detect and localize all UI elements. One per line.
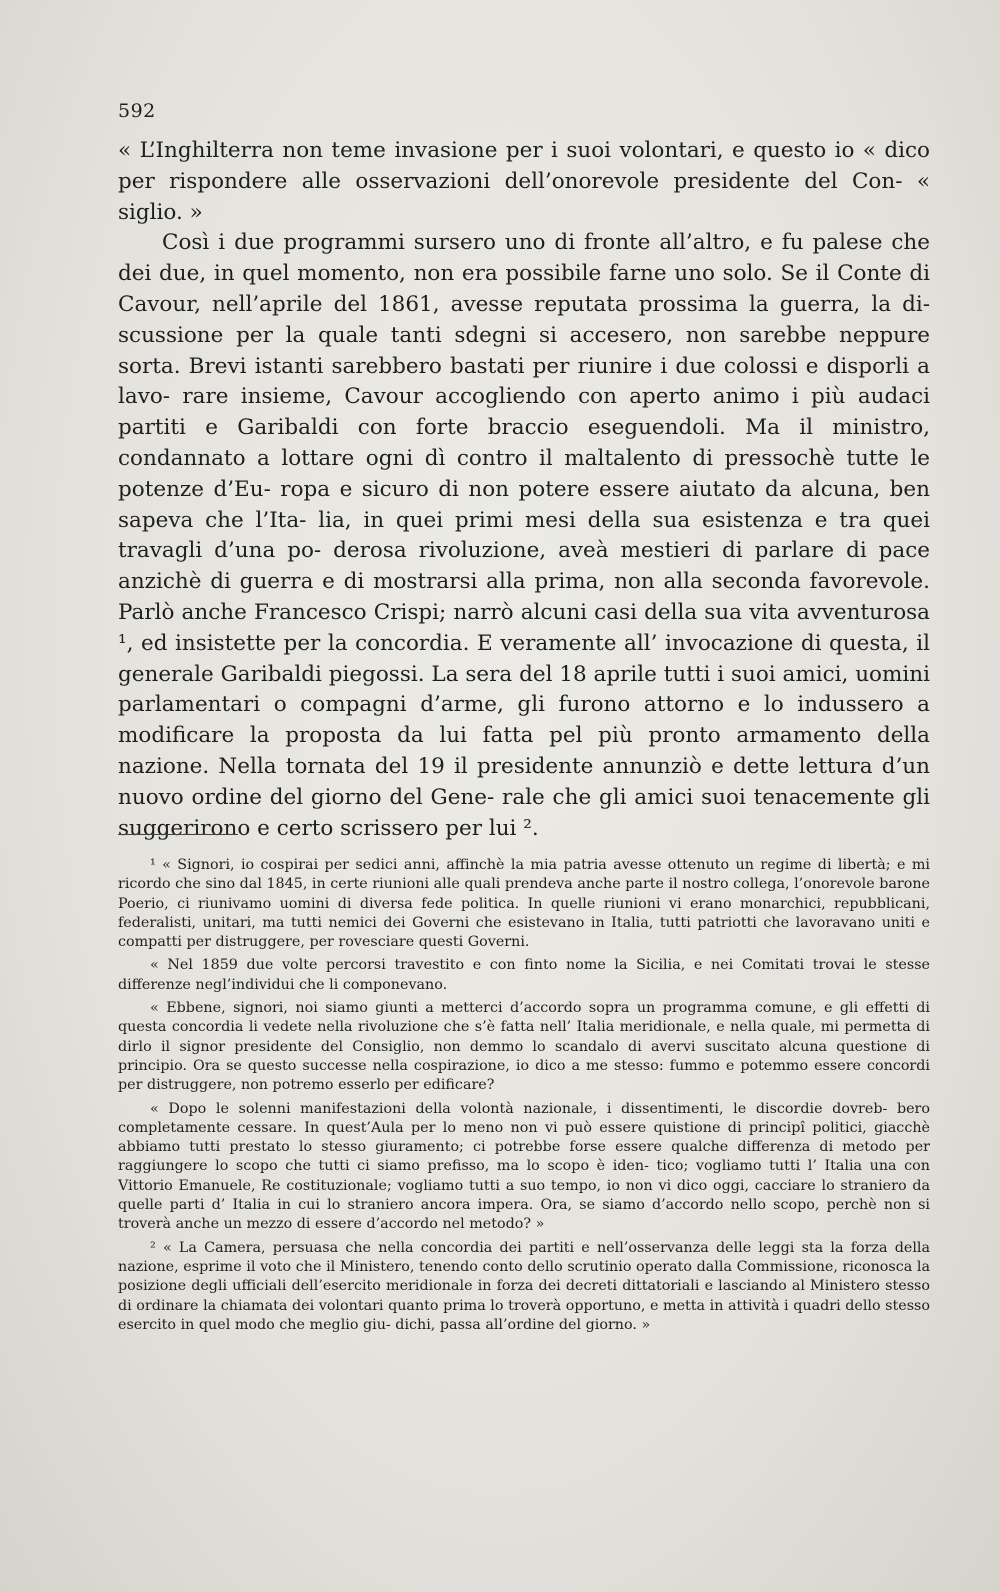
- footnote-paragraph: ² « La Camera, persuasa che nella concordia dei partiti e nell’osservanza delle leggi sta la forza della nazione, esprime il voto che il Ministero, tenendo conto dello scrutinio operato dalla Commissione, riconosca la posizione degli ufficiali dell’esercito meridionale in forza dei decreti dittatoriali e lasciando al Ministero stesso di ordinare la chiamata dei volontari quanto prima lo troverà opportuno, e metta in attività i quadri dello stesso esercito in quel modo che meglio giu- dichi, passa all’ordine del giorno. »: [118, 1239, 930, 1333]
- footnote-separator: [118, 834, 238, 835]
- page-number: 592: [118, 100, 156, 122]
- footnote-paragraph: « Ebbene, signori, noi siamo giunti a metterci d’accordo sopra un programma comune, e gli effetti di questa concordia li vedete nella rivoluzione che s’è fatta nell’ Italia meridionale, e nella quale, mi permetta di dirlo il signor presidente del Consiglio, non demmo lo scandalo di avervi suscitato alcuna questione di principio. Ora se questo successe nella cospirazione, io dico a me stesso: fummo e potemmo essere concordi per distruggere, non potremo esserlo per edificare?: [118, 1000, 930, 1094]
- body-paragraph: « L’Inghilterra non teme invasione per i suoi volontari, e questo io « dico per rispondere alle osservazioni dell’onorevole presidente del Con- « siglio. »: [118, 138, 930, 225]
- main-text: [118, 136, 930, 844]
- footnote-paragraph: ¹ « Signori, io cospirai per sedici anni, affinchè la mia patria avesse ottenuto un regime di libertà; e mi ricordo che sino dal 1845, in certe riunioni alle quali prendeva anche parte il nostro collega, l’onorevole barone Poerio, ci riunivamo uomini di diversa fede politica. In quelle riunioni vi erano monarchici, repubblicani, federalisti, unitari, ma tutti nemici dei Governi che esistevano in Italia, tutti patriotti che lavoravano uniti e compatti per distruggere, per rovesciare questi Governi.: [118, 857, 930, 951]
- footnotes: [118, 856, 930, 1339]
- body-paragraph: Così i due programmi sursero uno di fronte all’altro, e fu palese che dei due, in quel momento, non era possibile farne uno solo. Se il Conte di Cavour, nell’aprile del 1861, avesse reputata prossima la guerra, la di- scussione per la quale tanti sdegni si accesero, non sarebbe neppure sorta. Brevi istanti sarebbero bastati per riunire i due colossi e disporli a lavo- rare insieme, Cavour accogliendo con aperto animo i più audaci partiti e Garibaldi con forte braccio eseguendoli. Ma il ministro, condannato a lottare ogni dì contro il maltalento di pressochè tutte le potenze d’Eu- ropa e sicuro di non potere essere aiutato da alcuna, ben sapeva che l’Ita- lia, in quei primi mesi della sua esistenza e tra quei travagli d’una po- derosa rivoluzione, aveà mestieri di parlare di pace anzichè di guerra e di mostrarsi alla prima, non alla seconda favorevole. Parlò anche Francesco Crispi; narrò alcuni casi della sua vita avventurosa ¹, ed insistette per la concordia. E veramente all’ invocazione di questa, il generale Garibaldi piegossi. La sera del 18 aprile tutti i suoi amici, uomini parlamentari o compagni d’arme, gli furono attorno e lo indussero a modificare la proposta da lui fatta pel più pronto armamento della nazione. Nella tornata del 19 il presidente annunziò e dette lettura d’un nuovo ordine del giorno del Gene- rale che gli amici suoi tenacemente gli suggerirono e certo scrissero per lui ².: [118, 230, 930, 841]
- footnote-paragraph: « Dopo le solenni manifestazioni della volontà nazionale, i dissentimenti, le discordie dovreb- bero completamente cessare. In quest’Aula per lo meno non vi può essere quistione di principî politici, giacchè abbiamo tutti prestato lo stesso giuramento; ci potrebbe forse essere qualche differenza di metodo per raggiungere lo scopo che tutti ci siamo prefisso, ma lo scopo è iden- tico; vogliamo tutti l’ Italia una con Vittorio Emanuele, Re costituzionale; vogliamo tutti a suo tempo, io non vi dico oggi, cacciare lo straniero da quelle parti d’ Italia in cui lo straniero ancora impera. Ora, se siamo d’accordo nello scopo, perchè non si troverà anche un mezzo di essere d’accordo nel metodo? »: [118, 1100, 930, 1233]
- footnote-paragraph: « Nel 1859 due volte percorsi travestito e con finto nome la Sicilia, e nei Comitati trovai le stesse differenze negl’individui che li componevano.: [118, 957, 930, 993]
